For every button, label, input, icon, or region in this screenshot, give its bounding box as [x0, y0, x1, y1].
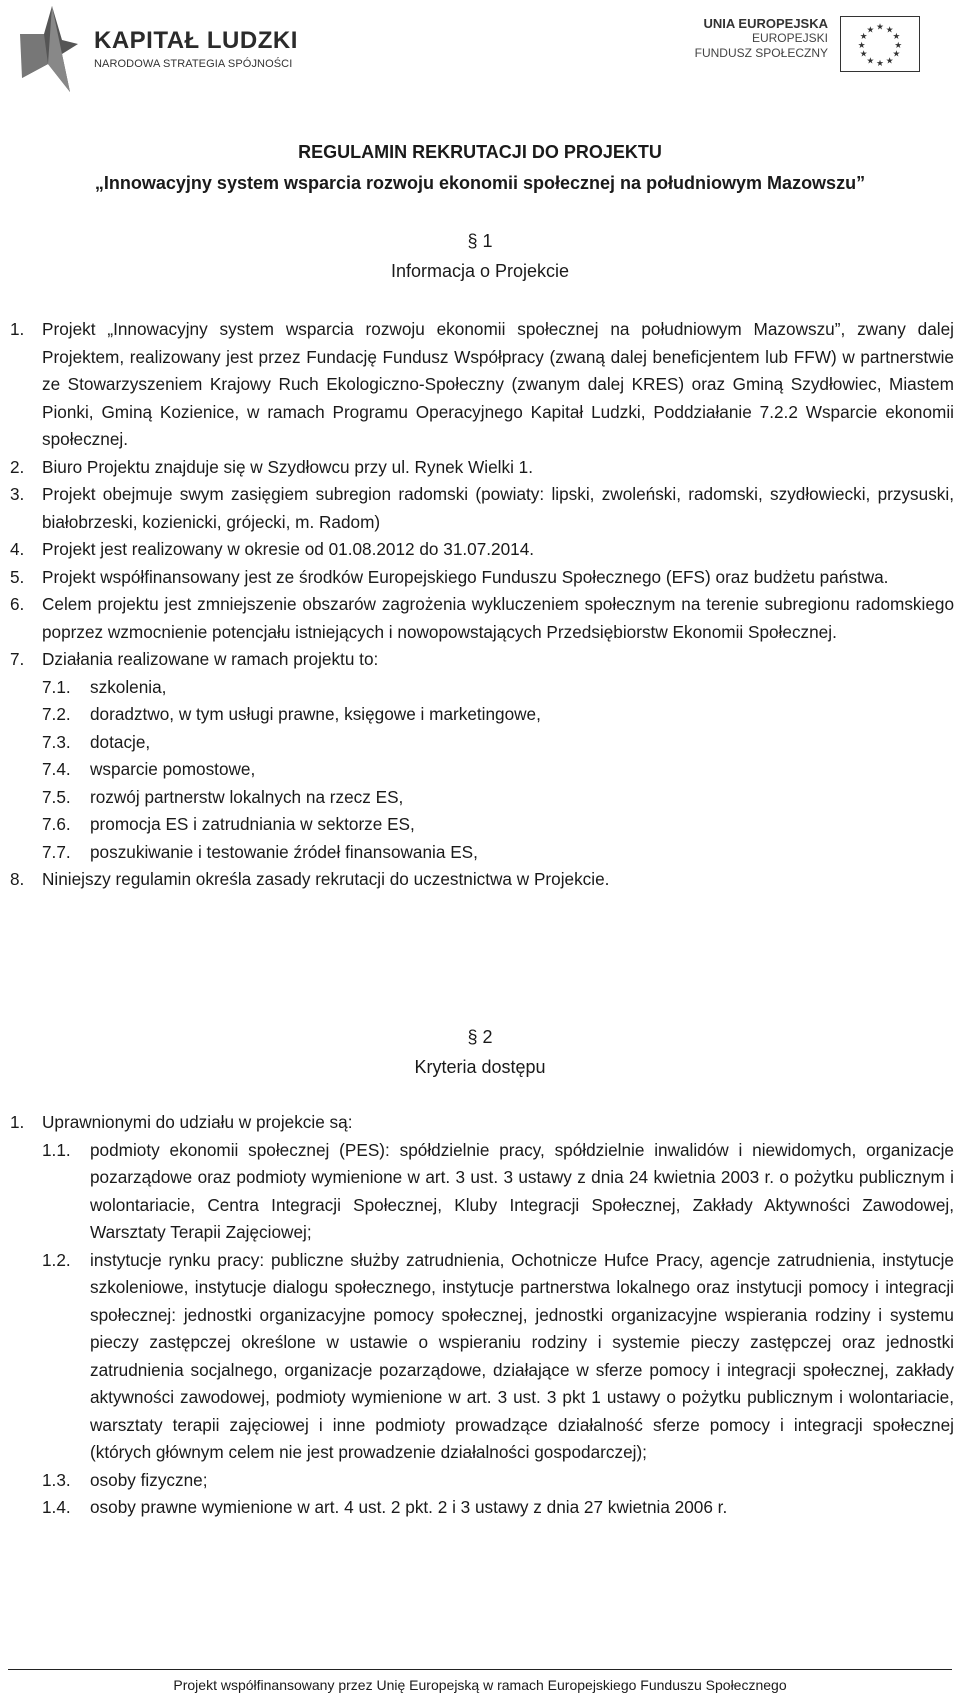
- list-item: 5. Projekt współfinansowany jest ze środków Europejskiego Funduszu Społecznego (EFS) oraz budżetu państwa.: [10, 566, 889, 587]
- svg-text:★: ★: [859, 32, 868, 43]
- section1-symbol: § 1: [467, 231, 493, 251]
- list-item: 1. Projekt „Innowacyjny system wsparcia rozwoju ekonomii społecznej na południowym Mazowszu”, zwany dalej Projektem, realizowany jest przez Fundację Fundusz Współpracy (zwaną dalej beneficjentem lub FFW) w partnerstwie ze Stowarzyszeniem Krajowy Ruch Ekologiczno-Społeczny (zwanym dalej KRES) oraz Gminą Szydłowiec, Miastem Pionki, Gminą Kozienice, w ramach Programu Operacyjnego Kapitał Ludzki, Poddziałanie 7.2.2 Wsparcie ekonomii społecznej.: [10, 319, 954, 449]
- title-line2: „Innowacyjny system wsparcia rozwoju ekonomii społecznej na południowym Mazowszu”: [94, 173, 866, 193]
- title-line1: REGULAMIN REKRUTACJI DO PROJEKTU: [298, 142, 662, 162]
- sub-list-item: 1.3. osoby fizyczne;: [42, 1469, 208, 1490]
- document-title: [0, 137, 960, 199]
- right-logo-line3: FUNDUSZ SPOŁECZNY: [694, 46, 828, 60]
- svg-text:★: ★: [892, 49, 901, 60]
- section2-list: [10, 1109, 954, 1522]
- svg-text:★: ★: [885, 25, 894, 36]
- right-logo-line1: UNIA EUROPEJSKA: [703, 16, 828, 31]
- kapital-ludzki-logo: [18, 4, 298, 94]
- kapital-ludzki-star-icon: [18, 4, 80, 94]
- list-item: 6. Celem projektu jest zmniejszenie obszarów zagrożenia wykluczeniem społecznym na terenie subregionu radomskiego poprzez wzmocnienie potencjału istniejących i nowopowstających Przedsiębiorstw Ekonomii Społecznej.: [10, 594, 954, 642]
- sub-list-item: 1.4. osoby prawne wymienione w art. 4 ust. 2 pkt. 2 i 3 ustawy z dnia 27 kwietnia 2006 r.: [42, 1497, 728, 1517]
- section2-header: [0, 1022, 960, 1082]
- section1-heading: Informacja o Projekcie: [390, 261, 570, 281]
- svg-text:★: ★: [866, 25, 875, 36]
- svg-text:★: ★: [859, 49, 868, 60]
- right-logo-line2: EUROPEJSKI: [751, 31, 828, 45]
- svg-text:★: ★: [857, 40, 866, 51]
- section2-heading: Kryteria dostępu: [414, 1057, 546, 1077]
- svg-text:★: ★: [892, 32, 901, 43]
- section1-list: [10, 316, 954, 894]
- svg-text:★: ★: [876, 22, 884, 33]
- sub-list-item: 7.6. promocja ES i zatrudniania w sektorze ES,: [42, 814, 415, 834]
- list-item: 7. Działania realizowane w ramach projektu to:: [10, 649, 379, 669]
- svg-text:★: ★: [894, 40, 903, 51]
- svg-text:★: ★: [876, 59, 884, 70]
- eu-logo: [695, 16, 920, 80]
- sub-list-item: 7.3. dotacje,: [42, 731, 151, 752]
- section2-symbol: § 2: [467, 1027, 493, 1047]
- footer-text: Projekt współfinansowany przez Unię Europejską w ramach Europejskiego Funduszu Społecznego: [173, 1677, 787, 1693]
- svg-text:★: ★: [885, 56, 894, 67]
- eu-flag-icon: [840, 16, 920, 72]
- list-item: 4. Projekt jest realizowany w okresie od 01.08.2012 do 31.07.2014.: [10, 539, 535, 559]
- list-item: 8. Niniejszy regulamin określa zasady rekrutacji do uczestnictwa w Projekcie.: [10, 869, 610, 889]
- section1-header: [0, 226, 960, 286]
- svg-text:★: ★: [866, 56, 875, 67]
- sub-list-item: 1.1. podmioty ekonomii społecznej (PES): spółdzielnie pracy, spółdzielnie inwalidów i niewidomych, organizacje pozarządowe oraz podmioty wymienione w art. 3 ust. 3 ustawy z dnia 24 kwietnia 2003 r. o pożytku publicznym i wolontariacie, Centra Integracji Społecznej, Kluby Integracji Społecznej, Zakłady Aktywności Zawodowej, Warsztaty Terapii Zajęciowej;: [42, 1139, 954, 1242]
- sub-list-item: 7.5. rozwój partnerstw lokalnych na rzecz ES,: [42, 786, 404, 807]
- left-logo-subtitle: NARODOWA STRATEGIA SPÓJNOŚCI: [94, 58, 293, 70]
- list-item: 1. Uprawnionymi do udziału w projekcie są:: [10, 1112, 353, 1132]
- footer-divider: [8, 1669, 952, 1670]
- sub-list-item: 7.4. wsparcie pomostowe,: [42, 759, 256, 779]
- sub-list-item: 7.2. doradztwo, w tym usługi prawne, księgowe i marketingowe,: [42, 704, 541, 724]
- sub-list-item: 7.7. poszukiwanie i testowanie źródeł finansowania ES,: [42, 841, 478, 862]
- sub-list-item: 7.1. szkolenia,: [42, 676, 167, 697]
- list-item: 2. Biuro Projektu znajduje się w Szydłowcu przy ul. Rynek Wielki 1.: [10, 456, 533, 477]
- list-item: 3. Projekt obejmuje swym zasięgiem subregion radomski (powiaty: lipski, zwoleński, radomski, szydłowiecki, przysuski, białobrzeski, kozienicki, grójecki, m. Radom): [10, 484, 954, 532]
- left-logo-title: KAPITAŁ LUDZKI: [94, 27, 298, 54]
- sub-list-item: 1.2. instytucje rynku pracy: publiczne służby zatrudnienia, Ochotnicze Hufce Pracy, agencje zatrudnienia, instytucje szkoleniowe, instytucje dialogu społecznego, instytucje partnerstwa lokalnego oraz instytucji pomocy i integracji społecznej: jednostki organizacyjne pomocy społecznej, jednostki organizacyjne wspierania rodziny i systemu pieczy zastępczej określone w ustawie o wspieraniu rodziny i systemie pieczy zastępczej oraz jednostki zatrudnienia socjalnego, organizacje pozarządowe, działające w sferze pomocy i integracji społecznej, zakłady aktywności zawodowej, podmioty wymienione w art. 3 ust. 3 pkt 1 ustawy o pożytku publicznym i wolontariacie, warsztaty terapii zajęciowej i inne podmioty prowadzące działalność sferze pomocy i integracji społecznej (których głównym celem nie jest prowadzenie działalności gospodarczej);: [42, 1249, 954, 1462]
